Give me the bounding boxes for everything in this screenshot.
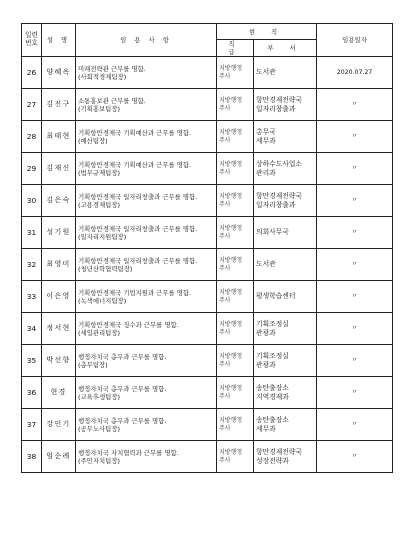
appointment-date: 〃 xyxy=(317,217,393,249)
appointment-detail xyxy=(76,377,217,409)
current-rank xyxy=(217,217,254,249)
rank-series: 지방행정 xyxy=(219,385,243,392)
appointment-text: 기획항만경제국 징수과 근무를 명함. xyxy=(78,320,179,329)
appointment-text: 행정자치국 총무과 근무를 명함. xyxy=(78,352,167,361)
appointment-team: (고용경제팀장) xyxy=(78,200,121,209)
employee-name: 양혜옥 xyxy=(42,57,76,89)
department-line-1: 송탄출장소 xyxy=(256,384,289,393)
current-rank xyxy=(217,153,254,185)
rank-grade: 주사 xyxy=(219,200,231,208)
header-appointment-detail: 임 용 사 항 xyxy=(76,24,217,57)
current-rank xyxy=(217,121,254,153)
current-department xyxy=(254,409,317,441)
row-number: 32 xyxy=(22,249,42,281)
row-number: 31 xyxy=(22,217,42,249)
rank-series: 지방행정 xyxy=(219,321,243,328)
current-department xyxy=(254,185,317,217)
department-line-1: 상하수도사업소 xyxy=(256,160,302,169)
rank-grade: 주사 xyxy=(219,264,231,272)
appointment-date: 〃 xyxy=(317,281,393,313)
employee-name: 정서현 xyxy=(42,313,76,345)
rank-series: 지방행정 xyxy=(219,193,243,200)
department-line-2: 관광과 xyxy=(256,360,276,369)
appointment-detail xyxy=(76,153,217,185)
table-row xyxy=(22,281,393,313)
row-number: 38 xyxy=(22,441,42,473)
employee-name: 이은영 xyxy=(42,281,76,313)
appointment-detail xyxy=(76,121,217,153)
table-row xyxy=(22,121,393,153)
current-rank xyxy=(217,313,254,345)
table-row xyxy=(22,345,393,377)
appointment-text: 기획항만경제국 일자리창출과 근무를 명함. xyxy=(78,256,198,265)
rank-series: 지방행정 xyxy=(219,417,243,424)
employee-name: 김재신 xyxy=(42,153,76,185)
table-row xyxy=(22,409,393,441)
employee-name: 엄순례 xyxy=(42,441,76,473)
appointment-team: (기획홍보팀장) xyxy=(78,104,121,113)
rank-grade: 주사 xyxy=(219,424,231,432)
row-number: 34 xyxy=(22,313,42,345)
department-line-1: 항만경제전략국 xyxy=(256,192,302,201)
rank-series: 지방행정 xyxy=(219,129,243,136)
rank-grade: 주사 xyxy=(219,328,231,336)
header-serial-number: 일련 번호 xyxy=(22,24,42,57)
employee-name: 강인기 xyxy=(42,409,76,441)
appointment-text: 소통홍보관 근무를 명함. xyxy=(78,96,146,105)
rank-series: 지방행정 xyxy=(219,353,243,360)
row-number: 27 xyxy=(22,89,42,121)
department-line-1: 항만경제전략국 xyxy=(256,448,302,457)
department-line-1: 항만경제전략국 xyxy=(256,96,302,105)
header-appointment-date: 임용일자 xyxy=(317,24,393,57)
appointment-text: 기획항만경제국 일자리창출과 근무를 명함. xyxy=(78,224,198,233)
current-department xyxy=(254,313,317,345)
rank-grade: 주사 xyxy=(219,232,231,240)
row-number: 28 xyxy=(22,121,42,153)
appointment-text: 기획항만경제국 일자리창출과 근무를 명함. xyxy=(78,192,198,201)
appointment-team: (주민자치팀장) xyxy=(78,456,121,465)
appointment-text: 미래전략관 근무를 명함. xyxy=(78,64,146,73)
employee-name: 김진구 xyxy=(42,89,76,121)
row-number: 36 xyxy=(22,377,42,409)
current-rank xyxy=(217,441,254,473)
rank-grade: 주사 xyxy=(219,72,231,80)
rank-grade: 주사 xyxy=(219,136,231,144)
rank-series: 지방행정 xyxy=(219,257,243,264)
rank-grade: 주사 xyxy=(219,456,231,464)
rank-grade: 주사 xyxy=(219,392,231,400)
rank-series: 지방행정 xyxy=(219,65,243,72)
row-number: 35 xyxy=(22,345,42,377)
current-department xyxy=(254,217,317,249)
appointment-team: (총무팀장) xyxy=(78,360,108,369)
appointment-date: 〃 xyxy=(317,441,393,473)
appointment-date: 〃 xyxy=(317,313,393,345)
current-department xyxy=(254,377,317,409)
department-line-1: 의회사무국 xyxy=(256,228,289,237)
appointment-detail xyxy=(76,89,217,121)
employee-name: 최영미 xyxy=(42,249,76,281)
current-rank xyxy=(217,377,254,409)
appointment-team: (녹색에너지팀장) xyxy=(78,296,127,305)
rank-grade: 주사 xyxy=(219,104,231,112)
department-line-2: 지역경제과 xyxy=(256,392,289,401)
current-rank xyxy=(217,409,254,441)
row-number: 37 xyxy=(22,409,42,441)
appointment-detail xyxy=(76,185,217,217)
appointment-team: (세입관리팀장) xyxy=(78,328,121,337)
appointment-date: 〃 xyxy=(317,377,393,409)
table-row xyxy=(22,441,393,473)
current-department xyxy=(254,153,317,185)
department-line-2: 일자리창출과 xyxy=(256,200,296,209)
row-number: 30 xyxy=(22,185,42,217)
appointment-team: (청년산학협력팀장) xyxy=(78,264,133,273)
table-header xyxy=(22,24,393,57)
current-rank xyxy=(217,281,254,313)
appointment-text: 행정자치국 자치협력과 근무를 명함. xyxy=(78,448,179,457)
department-line-1: 총무국 xyxy=(256,128,276,137)
row-number: 26 xyxy=(22,57,42,89)
appointment-team: (예산팀장) xyxy=(78,136,108,145)
rank-series: 지방행정 xyxy=(219,289,243,296)
appointment-date: 〃 xyxy=(317,121,393,153)
current-department xyxy=(254,281,317,313)
appointment-detail xyxy=(76,409,217,441)
table-row xyxy=(22,185,393,217)
appointment-date: 〃 xyxy=(317,345,393,377)
appointment-date: 〃 xyxy=(317,409,393,441)
appointment-date: 〃 xyxy=(317,249,393,281)
department-line-1: 기획조정실 xyxy=(256,320,289,329)
department-line-2: 일자리창출과 xyxy=(256,104,296,113)
table-row xyxy=(22,153,393,185)
appointment-detail xyxy=(76,249,217,281)
current-rank xyxy=(217,185,254,217)
current-department xyxy=(254,57,317,89)
table-row xyxy=(22,313,393,345)
rank-grade: 주사 xyxy=(219,296,231,304)
appointment-team: (일자리지원팀장) xyxy=(78,232,127,241)
employee-name: 성기원 xyxy=(42,217,76,249)
appointment-text: 기획항만경제국 기업지원과 근무를 명함. xyxy=(78,288,192,297)
appointment-detail xyxy=(76,57,217,89)
current-rank xyxy=(217,249,254,281)
employee-name: 최태현 xyxy=(42,121,76,153)
table-body xyxy=(22,57,393,473)
current-department xyxy=(254,89,317,121)
appointment-team: (교육후생팀장) xyxy=(78,392,121,401)
appointment-detail xyxy=(76,217,217,249)
employee-name: 김은숙 xyxy=(42,185,76,217)
department-line-1: 도서관 xyxy=(256,68,276,77)
appointment-team: (법무규제팀장) xyxy=(78,168,121,177)
appointment-text: 기획항만경제국 기획예산과 근무를 명함. xyxy=(78,160,192,169)
appointment-text: 기획항만경제국 기획예산과 근무를 명함. xyxy=(78,128,192,137)
row-number: 29 xyxy=(22,153,42,185)
appointment-text: 행정자치국 총무과 근무를 명함. xyxy=(78,384,167,393)
department-line-2: 관리과 xyxy=(256,168,276,177)
current-rank xyxy=(217,345,254,377)
employee-name: 박선향 xyxy=(42,345,76,377)
header-rank: 직 급 xyxy=(217,40,254,57)
appointment-detail xyxy=(76,281,217,313)
department-line-2: 세무과 xyxy=(256,136,276,145)
header-name: 성 명 xyxy=(42,24,76,57)
current-department xyxy=(254,249,317,281)
table-row xyxy=(22,57,393,89)
header-department: 부 서 xyxy=(254,40,317,57)
personnel-table xyxy=(21,23,393,473)
appointment-date: 〃 xyxy=(317,89,393,121)
department-line-1: 송탄출장소 xyxy=(256,416,289,425)
appointment-date: 〃 xyxy=(317,185,393,217)
rank-series: 지방행정 xyxy=(219,161,243,168)
table-row xyxy=(22,217,393,249)
appointment-text: 행정자치국 총무과 근무를 명함. xyxy=(78,416,167,425)
rank-series: 지방행정 xyxy=(219,225,243,232)
rank-grade: 주사 xyxy=(219,360,231,368)
current-rank xyxy=(217,57,254,89)
appointment-detail xyxy=(76,441,217,473)
rank-grade: 주사 xyxy=(219,168,231,176)
rank-series: 지방행정 xyxy=(219,97,243,104)
department-line-2: 세무과 xyxy=(256,424,276,433)
appointment-detail xyxy=(76,313,217,345)
current-department xyxy=(254,441,317,473)
department-line-1: 도서관 xyxy=(256,260,276,269)
employee-name: 현경 xyxy=(42,377,76,409)
appointment-date: 2020.07.27 xyxy=(317,57,393,89)
department-line-1: 평생학습센터 xyxy=(256,292,296,301)
department-line-1: 기획조정실 xyxy=(256,352,289,361)
appointment-team: (사회적경제팀장) xyxy=(78,72,127,81)
row-number: 33 xyxy=(22,281,42,313)
department-line-2: 관광과 xyxy=(256,328,276,337)
current-department xyxy=(254,345,317,377)
appointment-detail xyxy=(76,345,217,377)
header-current-position: 현 직 xyxy=(217,24,317,40)
rank-series: 지방행정 xyxy=(219,449,243,456)
appointment-date: 〃 xyxy=(317,153,393,185)
appointment-team: (공무노사팀장) xyxy=(78,424,121,433)
current-department xyxy=(254,121,317,153)
table-row xyxy=(22,249,393,281)
department-line-2: 성장전략과 xyxy=(256,456,289,465)
table-row xyxy=(22,89,393,121)
table-row xyxy=(22,377,393,409)
current-rank xyxy=(217,89,254,121)
